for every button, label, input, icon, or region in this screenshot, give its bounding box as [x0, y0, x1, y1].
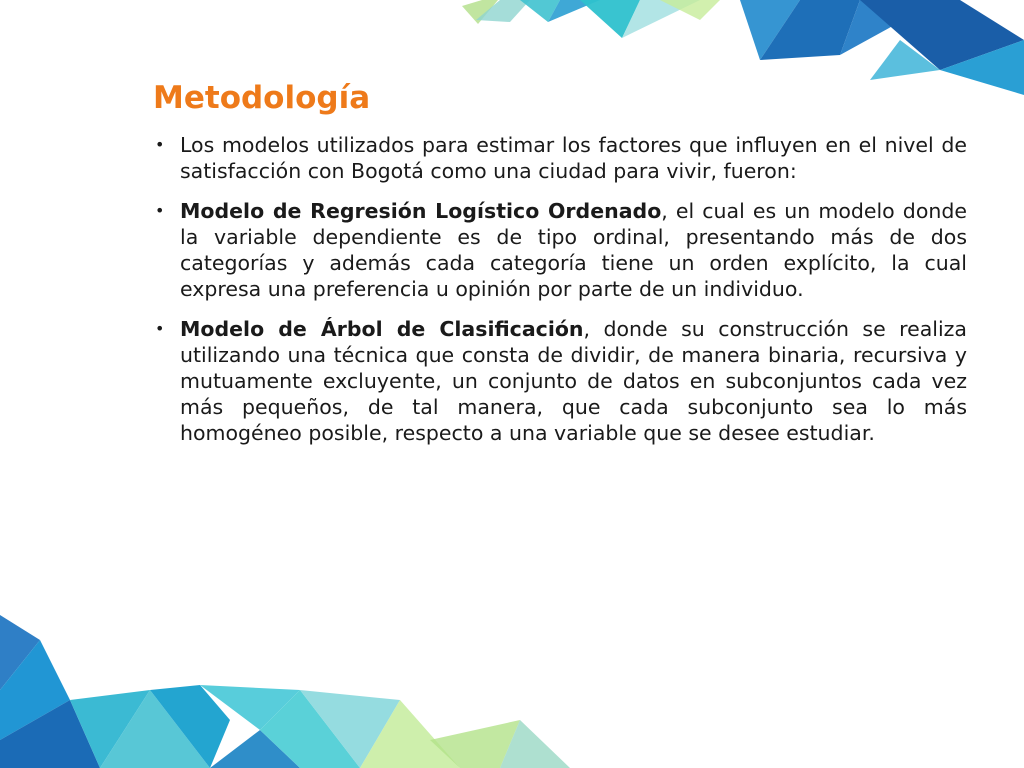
bullet-list [153, 132, 967, 446]
bullet-marker: • [155, 319, 165, 338]
bullet-term: Modelo de Árbol de Clasificación [180, 317, 584, 341]
bullet-text: , el cual es un modelo donde la variable dependiente es de tipo ordinal, presentando más de dos categorías y además cada categoría tiene un orden explícito, la cual expresa una preferencia u opinión por parte de un individuo. [180, 199, 967, 301]
top-right-facets [462, 0, 1024, 95]
slide-title: Metodología [153, 80, 371, 116]
bullet-item-intro [153, 132, 967, 184]
bullet-item-ordered-logistic [153, 198, 967, 302]
slide-content [153, 132, 967, 460]
bottom-left-facets [0, 615, 570, 768]
bullet-marker: • [155, 201, 165, 220]
bullet-item-classification-tree [153, 316, 967, 446]
bullet-term: Modelo de Regresión Logístico Ordenado [180, 199, 662, 223]
bullet-marker: • [155, 135, 165, 154]
bullet-text: , donde su construcción se realiza utilizando una técnica que consta de dividir, de manera binaria, recursiva y mutuamente excluyente, un conjunto de datos en subconjuntos cada vez más pequeños, de tal manera, que cada subconjunto sea lo más homogéneo posible, respecto a una variable que se desee estudiar. [180, 317, 967, 445]
bullet-text: Los modelos utilizados para estimar los factores que influyen en el nivel de satisfacción con Bogotá como una ciudad para vivir, fueron: [180, 133, 967, 183]
